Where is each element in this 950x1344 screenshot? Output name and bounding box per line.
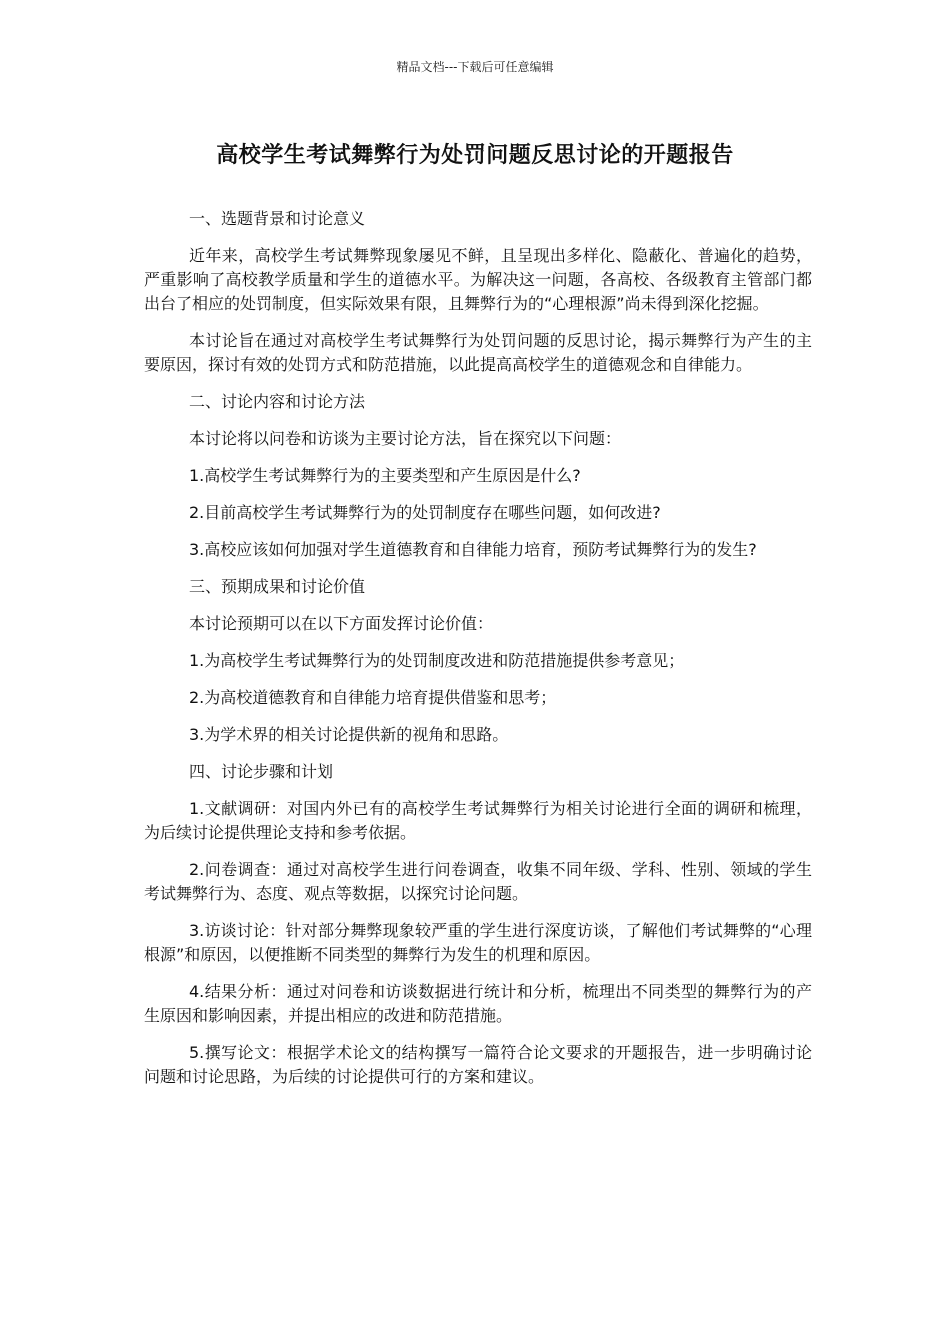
list-item: 1.高校学生考试舞弊行为的主要类型和产生原因是什么? xyxy=(189,466,581,485)
list-item: 3.高校应该如何加强对学生道德教育和自律能力培育，预防考试舞弊行为的发生? xyxy=(189,540,757,559)
section-heading: 三、预期成果和讨论价值 xyxy=(189,577,366,596)
section-heading: 一、选题背景和讨论意义 xyxy=(189,209,366,228)
list-item: 1.为高校学生考试舞弊行为的处罚制度改进和防范措施提供参考意见； xyxy=(189,651,685,670)
list-item: 3.为学术界的相关讨论提供新的视角和思路。 xyxy=(189,725,509,744)
list-item: 2.问卷调查：通过对高校学生进行问卷调查，收集不同年级、学科、性别、领域的学生考试舞弊行为、态度、观点等数据，以探究讨论问题。 xyxy=(144,860,812,903)
body-paragraph: 近年来，高校学生考试舞弊现象屡见不鲜，且呈现出多样化、隐蔽化、普遍化的趋势，严重影响了高校教学质量和学生的道德水平。为解决这一问题，各高校、各级教育主管部门都出台了相应的处罚制度，但实际效果有限，且舞弊行为的“心理根源”尚未得到深化挖掘。 xyxy=(144,246,812,313)
list-item: 4.结果分析：通过对问卷和访谈数据进行统计和分析，梳理出不同类型的舞弊行为的产生原因和影响因素，并提出相应的改进和防范措施。 xyxy=(144,982,812,1025)
list-item: 3.访谈讨论：针对部分舞弊现象较严重的学生进行深度访谈，了解他们考试舞弊的“心理根源”和原因，以便推断不同类型的舞弊行为发生的机理和原因。 xyxy=(144,921,812,964)
body-paragraph: 本讨论预期可以在以下方面发挥讨论价值： xyxy=(189,614,494,633)
list-item: 1.文献调研：对国内外已有的高校学生考试舞弊行为相关讨论进行全面的调研和梳理，为后续讨论提供理论支持和参考依据。 xyxy=(144,799,812,842)
document-title: 高校学生考试舞弊行为处罚问题反思讨论的开题报告 xyxy=(216,143,734,168)
section-heading: 二、讨论内容和讨论方法 xyxy=(189,392,366,411)
list-item: 2.目前高校学生考试舞弊行为的处罚制度存在哪些问题，如何改进? xyxy=(189,503,661,522)
list-item: 5.撰写论文：根据学术论文的结构撰写一篇符合论文要求的开题报告，进一步明确讨论问题和讨论思路，为后续的讨论提供可行的方案和建议。 xyxy=(144,1043,812,1086)
section-heading: 四、讨论步骤和计划 xyxy=(189,762,334,781)
body-paragraph: 本讨论旨在通过对高校学生考试舞弊行为处罚问题的反思讨论，揭示舞弊行为产生的主要原因，探讨有效的处罚方式和防范措施，以此提高高校学生的道德观念和自律能力。 xyxy=(144,331,812,374)
page-header-note: 精品文档---下载后可任意编辑 xyxy=(396,60,554,74)
list-item: 2.为高校道德教育和自律能力培育提供借鉴和思考； xyxy=(189,688,557,707)
document-body xyxy=(144,207,812,1102)
body-paragraph: 本讨论将以问卷和访谈为主要讨论方法，旨在探究以下问题： xyxy=(189,429,622,448)
